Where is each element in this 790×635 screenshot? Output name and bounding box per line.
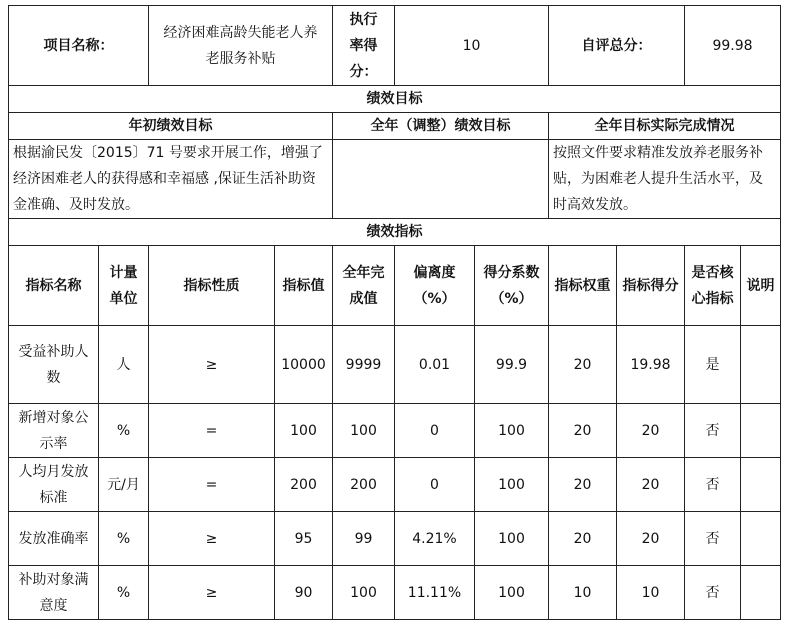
indicator-actual: 9999 [333, 326, 395, 404]
indicator-note [741, 566, 781, 620]
indicator-weight: 20 [549, 458, 617, 512]
indicator-core: 否 [685, 566, 741, 620]
indicator-col-coefficient: 得分系数（%） [475, 246, 549, 326]
project-name-value: 经济困难高龄失能老人养老服务补贴 [149, 6, 333, 86]
indicator-coefficient: 100 [475, 458, 549, 512]
indicator-weight: 20 [549, 404, 617, 458]
indicator-name: 受益补助人数 [9, 326, 99, 404]
indicator-actual: 99 [333, 512, 395, 566]
table-row [9, 458, 781, 512]
indicator-target: 100 [275, 404, 333, 458]
indicator-unit: 元/月 [99, 458, 149, 512]
indicator-target: 200 [275, 458, 333, 512]
indicator-nature: = [149, 404, 275, 458]
table-row [9, 326, 781, 404]
indicator-weight: 10 [549, 566, 617, 620]
indicator-actual: 100 [333, 566, 395, 620]
goals-content-row [9, 140, 781, 219]
goals-col-initial: 年初绩效目标 [9, 113, 333, 140]
indicator-name: 补助对象满意度 [9, 566, 99, 620]
indicator-name: 发放准确率 [9, 512, 99, 566]
exec-rate-label: 执行率得分： [333, 6, 395, 86]
indicator-nature: ≥ [149, 326, 275, 404]
indicator-col-note: 说明 [741, 246, 781, 326]
indicator-score: 19.98 [617, 326, 685, 404]
indicator-score: 20 [617, 458, 685, 512]
goals-section-title: 绩效目标 [9, 86, 781, 113]
indicator-col-deviation: 偏离度（%） [395, 246, 475, 326]
self-score-label: 自评总分： [549, 6, 685, 86]
indicator-note [741, 512, 781, 566]
goals-adjusted-text [333, 140, 549, 219]
indicator-coefficient: 100 [475, 404, 549, 458]
indicator-coefficient: 100 [475, 512, 549, 566]
goals-header-row [9, 113, 781, 140]
goals-col-adjusted: 全年（调整）绩效目标 [333, 113, 549, 140]
indicator-unit: % [99, 566, 149, 620]
indicator-nature: = [149, 458, 275, 512]
goals-col-actual: 全年目标实际完成情况 [549, 113, 781, 140]
indicator-target: 10000 [275, 326, 333, 404]
indicator-name: 新增对象公示率 [9, 404, 99, 458]
indicators-section-title: 绩效指标 [9, 219, 781, 246]
indicator-target: 95 [275, 512, 333, 566]
indicator-coefficient: 99.9 [475, 326, 549, 404]
indicator-weight: 20 [549, 326, 617, 404]
indicator-col-name: 指标名称 [9, 246, 99, 326]
indicator-deviation: 0 [395, 458, 475, 512]
goals-initial-text: 根据渝民发〔2015〕71 号要求开展工作，增强了经济困难老人的获得感和幸福感 ,保证生活补助资金准确、及时发放。 [9, 140, 333, 219]
performance-evaluation-sheet [8, 5, 780, 620]
indicator-col-weight: 指标权重 [549, 246, 617, 326]
indicator-col-core: 是否核心指标 [685, 246, 741, 326]
table-row [9, 404, 781, 458]
goals-actual-text: 按照文件要求精准发放养老服务补贴，为困难老人提升生活水平，及时高效发放。 [549, 140, 781, 219]
indicator-core: 是 [685, 326, 741, 404]
indicator-note [741, 326, 781, 404]
indicator-score: 20 [617, 512, 685, 566]
indicator-core: 否 [685, 404, 741, 458]
indicator-deviation: 4.21% [395, 512, 475, 566]
self-score-value: 99.98 [685, 6, 781, 86]
indicators-header-row [9, 246, 781, 326]
indicator-nature: ≥ [149, 566, 275, 620]
indicator-note [741, 404, 781, 458]
indicator-col-nature: 指标性质 [149, 246, 275, 326]
exec-rate-value: 10 [395, 6, 549, 86]
table-row [9, 566, 781, 620]
indicator-unit: 人 [99, 326, 149, 404]
indicator-name: 人均月发放标准 [9, 458, 99, 512]
indicator-col-target: 指标值 [275, 246, 333, 326]
indicator-core: 否 [685, 512, 741, 566]
indicator-note [741, 458, 781, 512]
indicator-score: 20 [617, 404, 685, 458]
indicator-actual: 100 [333, 404, 395, 458]
indicator-coefficient: 100 [475, 566, 549, 620]
indicator-core: 否 [685, 458, 741, 512]
indicator-col-actual: 全年完成值 [333, 246, 395, 326]
indicator-target: 90 [275, 566, 333, 620]
indicator-deviation: 0.01 [395, 326, 475, 404]
indicator-weight: 20 [549, 512, 617, 566]
indicator-actual: 200 [333, 458, 395, 512]
indicator-unit: % [99, 512, 149, 566]
indicator-score: 10 [617, 566, 685, 620]
project-header-row [9, 6, 781, 86]
indicator-unit: % [99, 404, 149, 458]
indicator-col-score: 指标得分 [617, 246, 685, 326]
indicator-deviation: 0 [395, 404, 475, 458]
project-name-label: 项目名称： [9, 6, 149, 86]
table-row [9, 512, 781, 566]
indicator-col-unit: 计量单位 [99, 246, 149, 326]
evaluation-table [8, 5, 781, 620]
indicator-deviation: 11.11% [395, 566, 475, 620]
indicator-nature: ≥ [149, 512, 275, 566]
